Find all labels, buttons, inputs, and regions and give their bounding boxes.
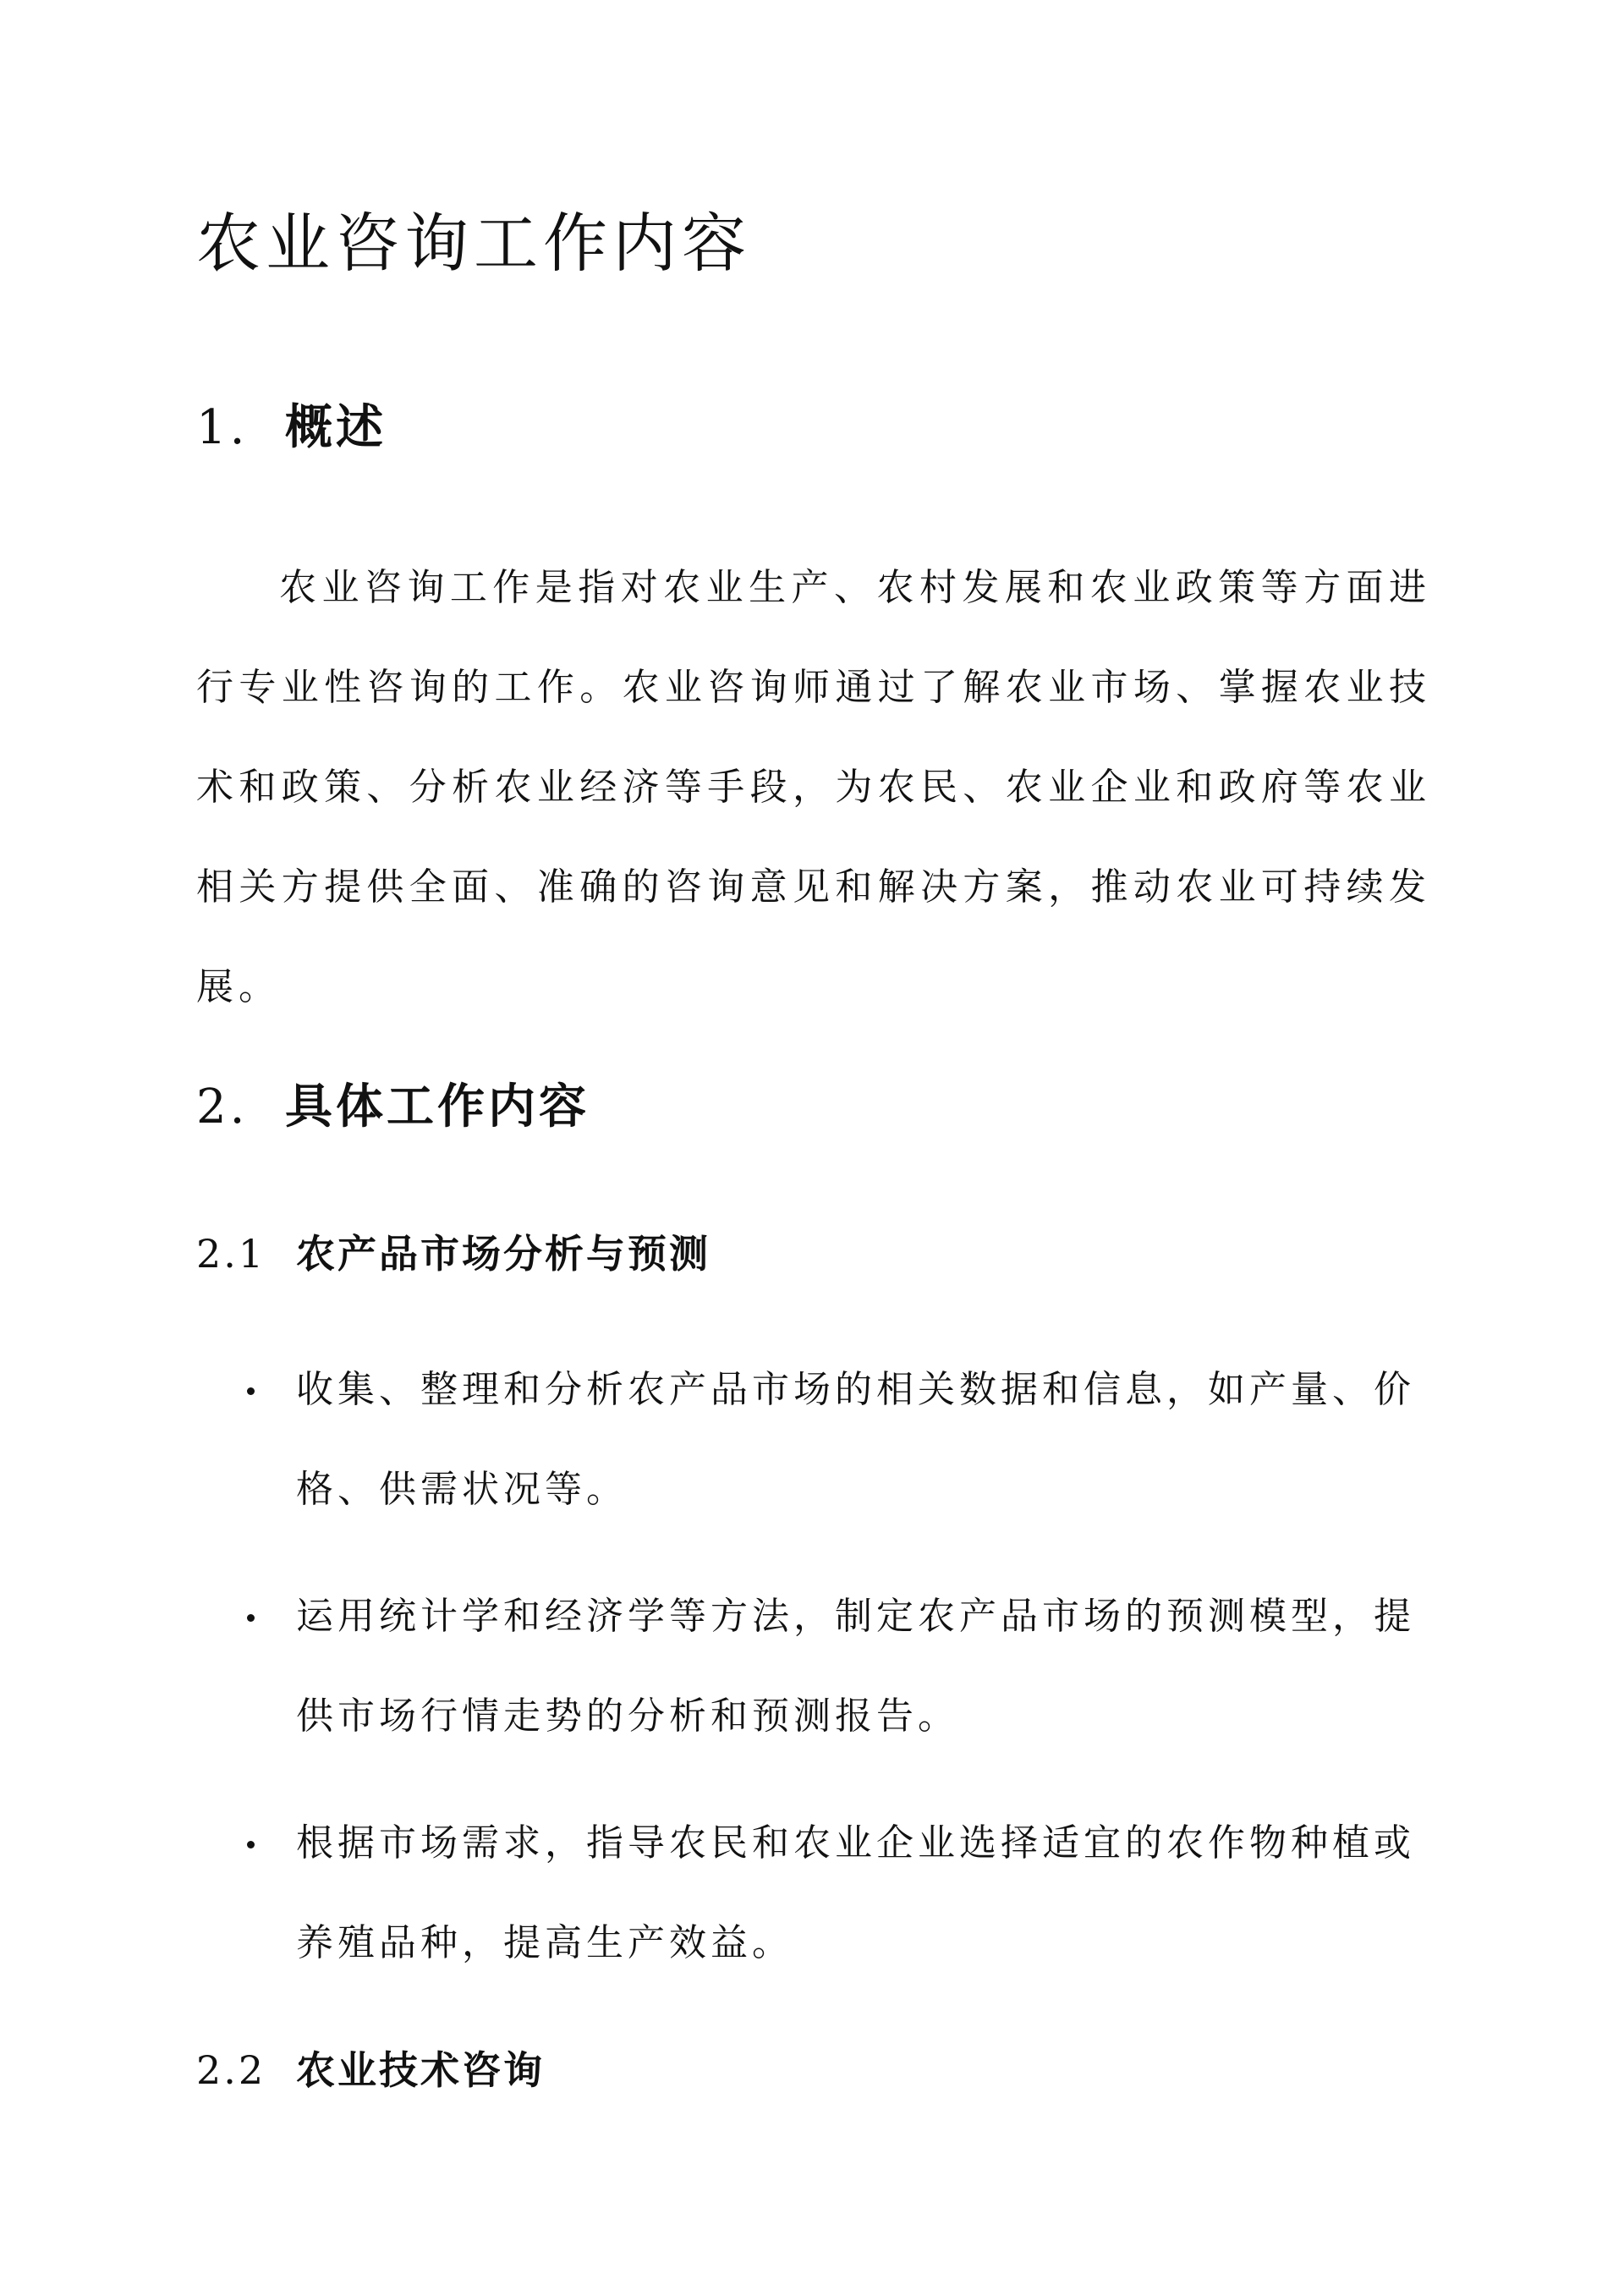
document-title: 农业咨询工作内容 <box>196 206 751 281</box>
subsection-heading-market-analysis <box>196 1224 710 1283</box>
section-heading-work-content <box>196 1073 590 1141</box>
bullet-icon <box>247 1387 255 1395</box>
subsection-number: 2.2 <box>196 2047 266 2093</box>
section-number: 2. <box>196 1079 249 1134</box>
section-title: 概述 <box>285 399 387 455</box>
overview-paragraph: 农业咨询工作是指对农业生产、农村发展和农业政策等方面进行专业性咨询的工作。农业咨询师通过了解农业市场、掌握农业技术和政策、分析农业经济等手段，为农民、农业企业和政府等农业相关方提供全面、准确的咨询意见和解决方案，推动农业可持续发展。 <box>196 566 1431 1008</box>
list-item <box>196 1340 1431 1540</box>
list-item <box>196 1793 1431 1993</box>
section-number: 1. <box>196 400 249 455</box>
list-item <box>196 1567 1431 1766</box>
subsection-title: 农产品市场分析与预测 <box>296 1231 710 1277</box>
market-analysis-bullet-list <box>196 1340 1431 2020</box>
list-item-text: 运用统计学和经济学等方法，制定农产品市场的预测模型，提供市场行情走势的分析和预测报告。 <box>296 1595 1415 1738</box>
list-item-text: 根据市场需求，指导农民和农业企业选择适宜的农作物种植或养殖品种，提高生产效益。 <box>296 1821 1415 1964</box>
section-heading-overview <box>196 393 387 462</box>
subsection-heading-technical-consulting <box>196 2041 545 2100</box>
section-title: 具体工作内容 <box>285 1079 590 1134</box>
bullet-icon <box>247 1841 255 1848</box>
subsection-title: 农业技术咨询 <box>296 2047 545 2093</box>
bullet-icon <box>247 1614 255 1622</box>
subsection-number: 2.1 <box>196 1231 266 1277</box>
list-item-text: 收集、整理和分析农产品市场的相关数据和信息，如产量、价格、供需状况等。 <box>296 1368 1415 1511</box>
